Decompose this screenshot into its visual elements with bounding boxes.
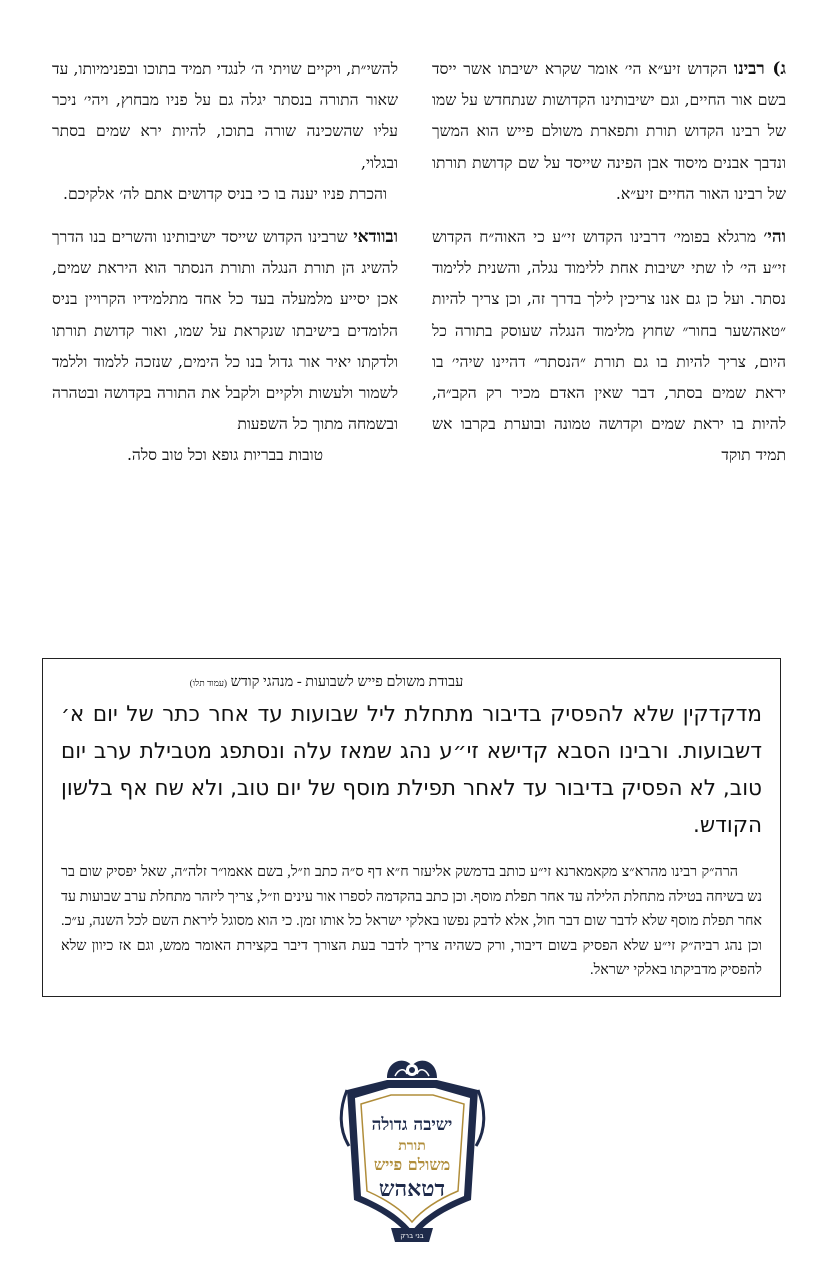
box-header [61, 671, 592, 694]
paragraph-text: שרבינו הקדוש שייסד ישיבותינו והשרים בנו הדרך להשיג הן תורת הנגלה ותורת הנסתר הוא היראת שמים, אכן יסייע מלמעלה בעד כל אחד מתלמידיו הקרויין בניס הלומדים בישיבתו שנקראת על שמו, ואור קדושת תורתו ולדקתו יאיר אור גדול בנו כל הימים, שנזכה ללמוד וללמד לשמור ולעשות ולקיים ולקבל את התורה בקדושה ובטהרה ובשמחה מתוך כל השפעות [52, 228, 398, 434]
logo-line-2: תורת [398, 1138, 426, 1154]
paragraph-lead: והי׳ [763, 227, 786, 248]
left-paragraph-1 [52, 54, 398, 210]
paragraph-text: הקדוש זיע״א הי׳ אומר שקרא ישיבתו אשר ייסד בשם אור החיים, וגם ישיבותינו הקדושות שנתחדש על שמו של רבינו הקדוש תורת ותפארת משולם פייש הוא המשך ונדבך אבנים מיסוד אבן הפינה שייסד על שם קדושת תורתו של רבינו האור החיים זיע״א. [432, 60, 786, 203]
logo-line-1: ישיבה גדולה [371, 1115, 453, 1135]
yeshiva-logo [325, 1050, 500, 1250]
logo-emblem-icon [325, 1050, 500, 1250]
paragraph-text: מרגלא בפומי׳ דרבינו הקדוש זי״ע כי האוה״ח הקדוש זי״ע הי׳ לו שתי ישיבות אחת ללימוד נגלה, והשנית ללימוד נסתר. ועל כן גם אנו צריכין לילך בדרך זה, וכן צריך להיות ״טאהשער בחור״ שחוץ מלימוד הנגלה שעוסק בתורה כל היום, צריך להיות בו גם תורת ״הנסתר״ דהיינו שיהי׳ בו יראת שמים בסתר, דבר שאין האדם מכיר רק הקב״ה, להיות בו יראת שמים וקדושה טמונה ובוערת בקרבו אש תמיד תוקד [432, 228, 786, 465]
right-paragraph-2 [432, 222, 786, 472]
logo-line-4: דטאהש [378, 1176, 446, 1202]
box-title: עבודת משולם פייש לשבועות - מנהגי קודש [230, 674, 464, 690]
box-note-text: הרה״ק רבינו מהרא״צ מקאמארנא זי״ע כותב בדמשק אליעזר ח״א דף ס״ה כתב וז״ל, בשם אאמו״ר זלה״ה, שאל יפסיק שום בר נש בשיחה בטילה מתחלת הלילה עד אחר תפלת מוסף. וכן כתב בהקדמה לספרו אור עינים וז״ל, צריך ליזהר מתחלת ערב שבועות עד אחר תפלת מוסף שלא לדבר שום דבר חול, אלא לדבק נפשו באלקי ישראל כל אותו זמן. כי הוא מסוגל ליראת השם לכל השנה, ע״כ. וכן נהג רביה״ק זי״ע שלא הפסיק בשום דיבור, ורק כשהיה צריך לדבר בעת הצורך דיבר בקצירת האומר ממש, וגם אז כיוון שלא להפסיק מדביקתו באלקי ישראל. [61, 864, 762, 978]
paragraph-closing: והכרת פניו יענה בו כי בניס קדושים אתם לה׳ אלקיכם. [63, 184, 387, 203]
logo-footer-text: בני ברק [400, 1232, 424, 1240]
right-paragraph-1 [432, 54, 786, 210]
left-paragraph-2 [52, 222, 398, 472]
paragraph-closing: טובות בבריות גופא וכל טוב סלה. [126, 446, 324, 465]
box-page-ref: (עמוד תלו) [189, 678, 228, 688]
paragraph-lead: ובוודאי [353, 227, 398, 248]
paragraph-lead: ג) רבינו [733, 59, 786, 79]
right-column [432, 54, 786, 484]
logo-line-3: משולם פייש [373, 1155, 451, 1174]
customs-box [42, 658, 781, 997]
paragraph-text: להשי״ת, ויקיים שויתי ה׳ לנגדי תמיד בתוכו ובפנימיותו, עד שאור התורה בנסתר יגלה גם על פניו מבחוץ, ויהי׳ ניכר עליו שהשכינה שורה בתוכו, להיות ירא שמים בסתר ובגלוי, [52, 60, 398, 172]
left-column [52, 54, 398, 484]
box-main-text: מדקדקין שלא להפסיק בדיבור מתחלת ליל שבועות עד אחר כתר של יום א׳ דשבועות. ורבינו הסבא קדישא זי״ע נהג שמאז עלה ונסתפג מטבילת ערב יום טוב, לא הפסיק בדיבור עד לאחר תפילת מוסף של יום טוב, ולא שח אף בלשון הקודש. [61, 702, 762, 838]
